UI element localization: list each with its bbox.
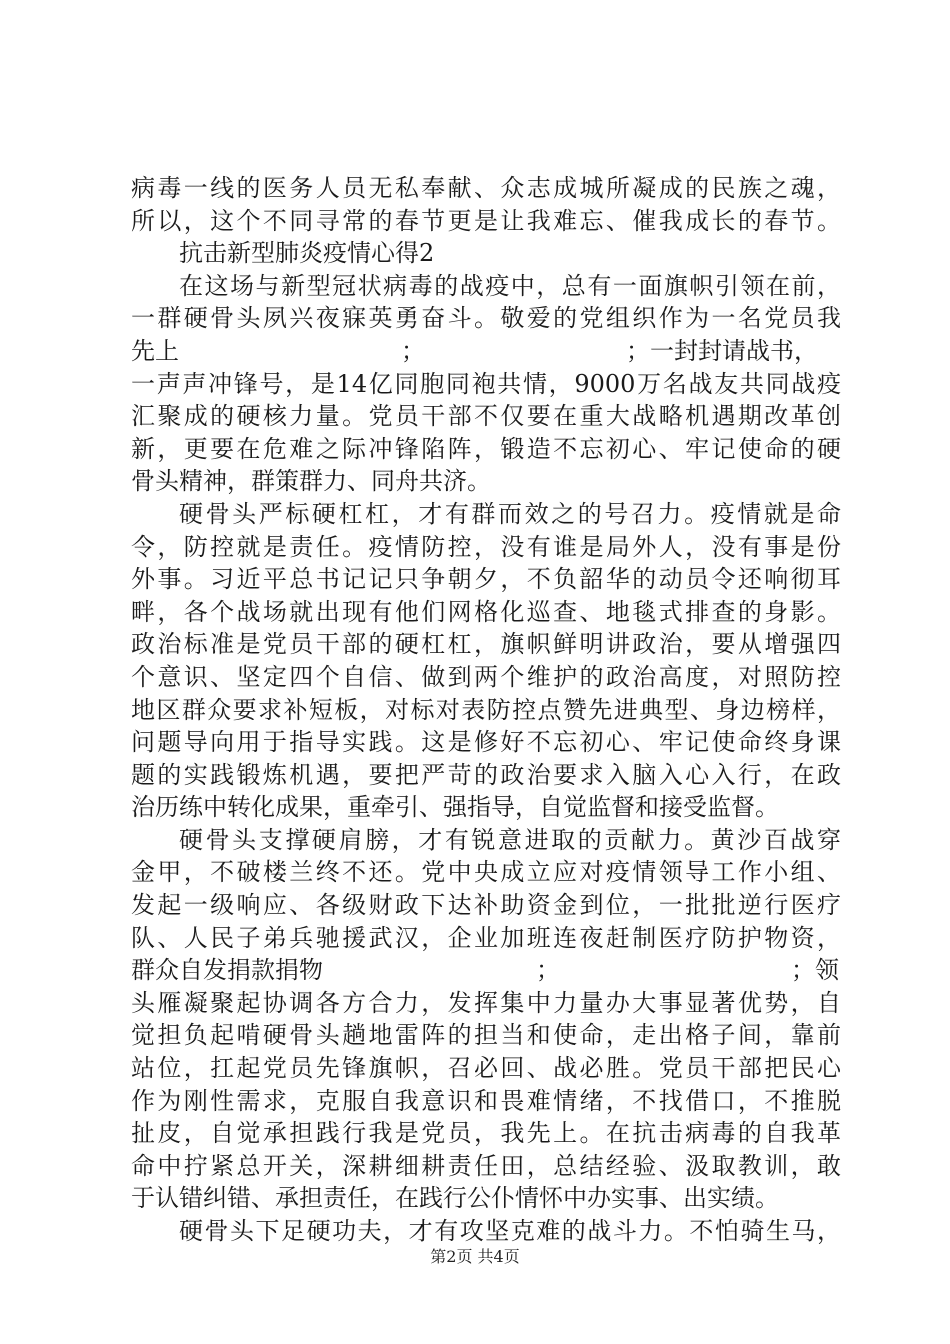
text-line: 骨头精神，群策群力、同舟共济。 — [131, 467, 491, 496]
text-line: 命中拧紧总开关，深耕细耕责任田，总结经验、汲取教训，敢 — [131, 1151, 841, 1180]
text-line: 硬骨头支撑硬肩膀，才有锐意进取的贡献力。黄沙百战穿 — [179, 825, 841, 854]
text-line: 金甲，不破楼兰终不还。党中央成立应对疫情领导工作小组、 — [131, 858, 841, 887]
section-heading: 抗击新型肺炎疫情心得2 — [179, 239, 435, 268]
text-line: 个意识、坚定四个自信、做到两个维护的政治高度，对照防控 — [131, 662, 841, 691]
text-line: 新，更要在危难之际冲锋陷阵，锻造不忘初心、牢记使命的硬 — [131, 434, 841, 463]
text-line: 硬骨头严标硬杠杠，才有群而效之的号召力。疫情就是命 — [179, 499, 841, 528]
text-line: 站位，扛起党员先锋旗帜，召必回、战必胜。党员干部把民心 — [131, 1054, 841, 1083]
text-line: 作为刚性需求，克服自我意识和畏难情绪，不找借口，不推脱 — [131, 1086, 841, 1115]
text-fragment: ；一封封请战书， — [626, 336, 818, 365]
text-line: 所以，这个不同寻常的春节更是让我难忘、催我成长的春节。 — [131, 206, 841, 235]
text-line: 在这场与新型冠状病毒的战疫中，总有一面旗帜引领在前， — [179, 271, 841, 300]
text-fragment: 群众自发捐款捐物 — [131, 956, 323, 985]
text-line: 题的实践锻炼机遇，要把严苛的政治要求入脑入心入行，在政 — [131, 760, 841, 789]
text-line: 令，防控就是责任。疫情防控，没有谁是局外人，没有事是份 — [131, 532, 841, 561]
text-line: 觉担负起啃硬骨头趟地雷阵的担当和使命，走出格子间，靠前 — [131, 1021, 841, 1050]
text-line: 一群硬骨头夙兴夜寐英勇奋斗。敬爱的党组织作为一名党员我 — [131, 304, 841, 333]
text-line: 于认错纠错、承担责任，在践行公仆情怀中办实事、出实绩。 — [131, 1184, 779, 1213]
text-line: 病毒一线的医务人员无私奉献、众志成城所凝成的民族之魂， — [131, 174, 841, 202]
text-fragment: ； — [536, 956, 560, 985]
text-line: 汇聚成的硬核力量。党员干部不仅要在重大战略机遇期改革创 — [131, 402, 841, 431]
text-fragment: 先上 — [131, 336, 179, 365]
text-line: 问题导向用于指导实践。这是修好不忘初心、牢记使命终身课 — [131, 728, 841, 757]
text-line: 一声声冲锋号，是14亿同胞同袍共情，9000万名战友共同战疫 — [131, 369, 841, 398]
text-line: 地区群众要求补短板，对标对表防控点赞先进典型、身边榜样， — [131, 695, 841, 724]
text-line-with-gaps — [131, 954, 841, 987]
text-line: 队、人民子弟兵驰援武汉，企业加班连夜赶制医疗防护物资， — [131, 923, 841, 952]
text-line: 畔，各个战场就出现有他们网格化巡查、地毯式排查的身影。 — [131, 597, 841, 626]
text-line: 头雁凝聚起协调各方合力，发挥集中力量办大事显著优势，自 — [131, 988, 841, 1017]
text-fragment: ；领 — [791, 956, 839, 985]
document-body — [131, 172, 841, 1248]
text-line: 政治标准是党员干部的硬杠杠，旗帜鲜明讲政治，要从增强四 — [131, 630, 841, 659]
text-fragment: ； — [401, 336, 425, 365]
page-number-footer: 第2页 共4页 — [430, 1247, 520, 1266]
text-line: 外事。习近平总书记记只争朝夕，不负韶华的动员令还响彻耳 — [131, 565, 841, 594]
text-line-with-gaps — [131, 335, 841, 368]
text-line: 发起一级响应、各级财政下达补助资金到位，一批批逆行医疗 — [131, 891, 841, 920]
text-line: 治历练中转化成果，重牵引、强指导，自觉监督和接受监督。 — [131, 793, 779, 822]
text-line: 扯皮，自觉承担践行我是党员，我先上。在抗击病毒的自我革 — [131, 1119, 841, 1148]
text-line: 硬骨头下足硬功夫，才有攻坚克难的战斗力。不怕骑生马， — [179, 1217, 841, 1245]
